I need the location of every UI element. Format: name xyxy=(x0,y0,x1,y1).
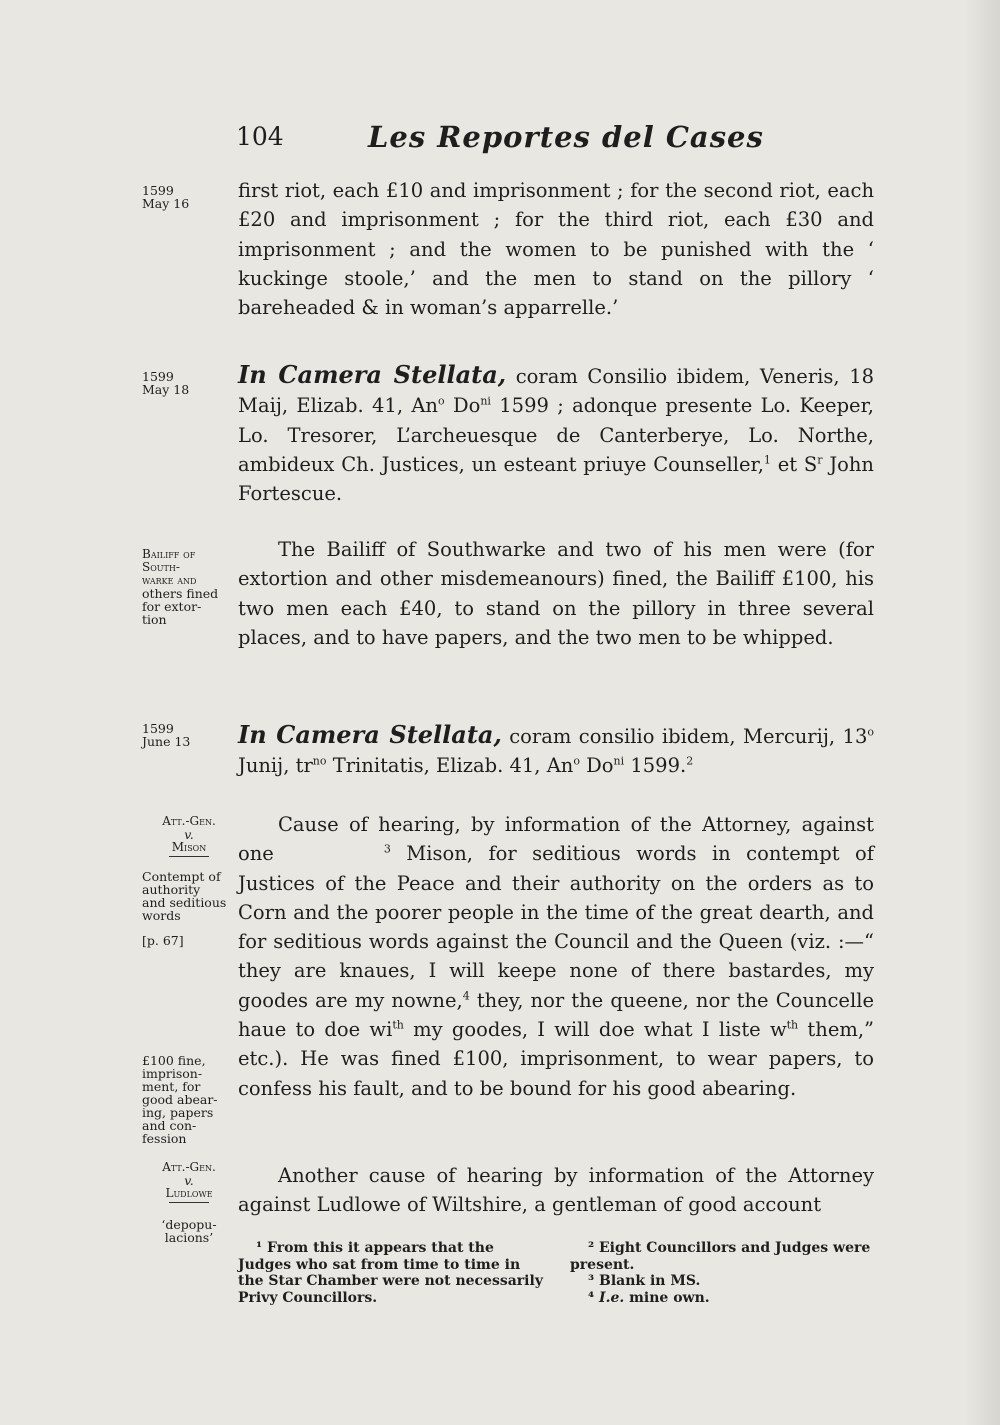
margin-ludlowe-topic: ‘depopu- lacions’ xyxy=(161,1217,217,1245)
page-edge-shadow xyxy=(964,0,1000,1425)
margin-bailiff-note: Bailiff of South- warke and others fined for extor- tion xyxy=(142,547,219,627)
margin-fine-note: £100 fine, imprison- ment, for good abear- ing, papers and con- fession xyxy=(142,1053,218,1146)
margin-ludlowe-case: Att.-Gen. v. Ludlowe xyxy=(142,1161,236,1207)
margin-rule xyxy=(169,856,209,857)
blackletter-heading: In Camera Stellata, xyxy=(238,360,507,389)
margin-mison-topic: Contempt of authority and seditious words xyxy=(142,869,227,923)
margin-date-may-18: 1599 May 18 xyxy=(142,369,190,397)
paragraph-attorney-v-ludlowe: Another cause of hearing by information of the Attorney against Ludlowe of Wiltshire, a gentleman of good account xyxy=(238,1164,874,1217)
paragraph-camera-stellata-may: In Camera Stellata, coram Consilio ibidem, Veneris, 18 Maij, Elizab. 41, An$^o$ $Do^{ni}$ 1599 ; adonque presente Lo. Keeper, Lo. Tresorer, L’archeuesque de Canterberye, Lo. Northe, ambideux Ch. Justices, un esteant priuye Counseller,$^1$ et $S^r$ John Fortescue. xyxy=(238,360,875,506)
footnote-ref: 1 xyxy=(763,453,771,467)
footnote-ref: 2 xyxy=(686,754,694,768)
footnotes-right-column xyxy=(570,1240,880,1306)
blackletter-heading: In Camera Stellata, xyxy=(238,720,502,749)
margin-date-may-16: 1599 May 16 xyxy=(142,183,190,211)
footnote-3: ³ Blank in MS. xyxy=(588,1273,701,1289)
footnote-ref: 3 xyxy=(383,842,391,856)
footnote-1: ¹ From this it appears that the Judges who sat from time to time in the Star Chamber were not necessarily Privy Councillors. xyxy=(238,1240,543,1306)
footnote-4: ⁴ I.e. mine own. xyxy=(588,1289,710,1306)
margin-page-ref: [p. 67] xyxy=(142,933,184,948)
page-header xyxy=(236,120,876,164)
margin-date-june-13: 1599 June 13 xyxy=(142,721,191,749)
paragraph-attorney-v-mison: Cause of hearing, by information of the Attorney, against one $^3$ Mison, for seditious words in contempt of Justices of the Peace and their authority on the orders as to Corn and the poorer people in the time of the great dearth, and for seditious words against the Council and the Queen (viz. :—“ they are knaues, I will keepe none of there bastardes, my goodes are my nowne,$^4$ they, nor the queene, nor the Councelle haue to doe $wi^{th}$ my goodes, I will doe what I liste $w^{th}$ them,” etc.). He was fined £100, imprisonment, to wear papers, to confess his fault, and to be bound for his good abearing. xyxy=(238,813,875,1100)
margin-mison-case: Att.-Gen. v. Mison xyxy=(142,815,236,861)
footnote-ref: 4 xyxy=(462,989,470,1003)
paragraph-riot-penalties: first riot, each £10 and imprisonment ; for the second riot, each £20 and imprisonment ; for the third riot, each £30 and imprisonment ; and the women to be punished with the ‘ kuckinge stoole,’ and the men to stand on the pillory ‘ bareheaded & in woman’s apparrelle.’ xyxy=(238,179,874,320)
footnotes-left-column xyxy=(238,1240,548,1306)
margin-rule xyxy=(169,1202,209,1203)
paragraph-bailiff-southwarke: The Bailiff of Southwarke and two of his men were (for extortion and other misdemeanours) fined, the Bailiff £100, his two men each £40, to stand on the pillory in three several places, and to have papers, and the two men to be whipped. xyxy=(238,538,874,649)
running-title: Les Reportes del Cases xyxy=(368,120,764,154)
footnote-2: ² Eight Councillors and Judges were present. xyxy=(570,1240,871,1273)
paragraph-camera-stellata-june: In Camera Stellata, coram consilio ibidem, Mercurij, 13$^o$ Junij, $tr^{no}$ Trinitatis, Elizab. 41, An$^o$ $Do^{ni}$ 1599.$^2$ xyxy=(238,720,874,778)
page-number: 104 xyxy=(236,122,284,151)
